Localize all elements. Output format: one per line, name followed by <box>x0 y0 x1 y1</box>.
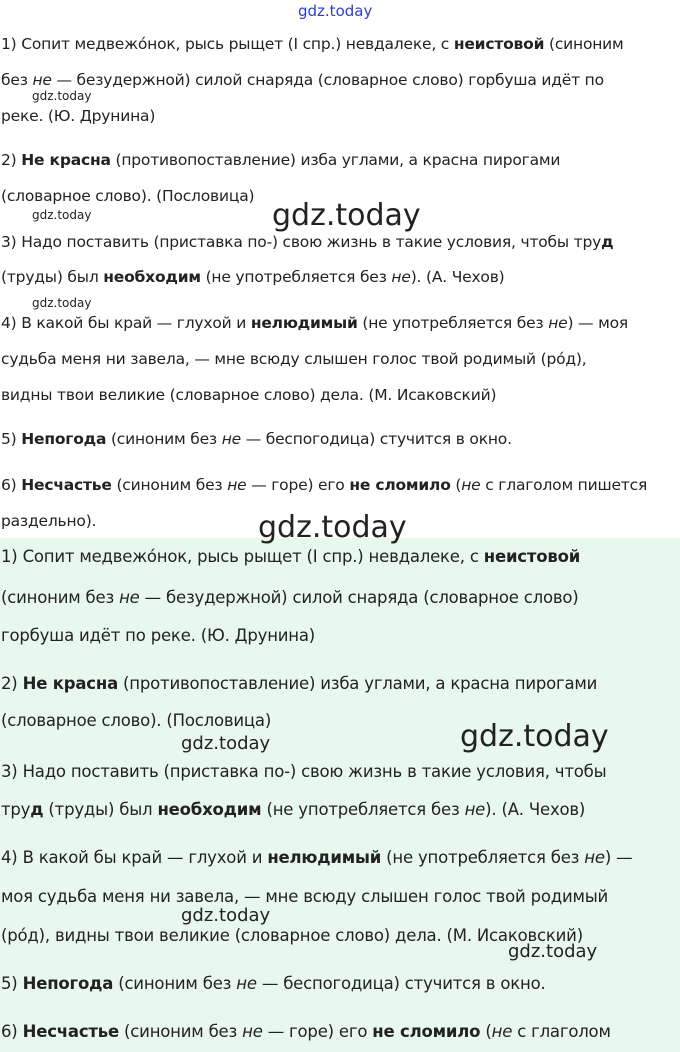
text-line: (ро́д), видны твои великие (словарное слово) дела. (М. Исаковский) <box>1 926 583 945</box>
text-line: 2) Не красна (противопоставление) изба углами, а красна пирогами <box>1 151 561 169</box>
watermark-small: gdz.today <box>32 208 92 222</box>
text-line: видны твои великие (словарное слово) дела. (М. Исаковский) <box>1 386 497 404</box>
text-line: (труды) был необходим (не употребляется без не). (А. Чехов) <box>1 268 505 286</box>
text-line: 5) Непогода (синоним без не — беспогодица) стучится в окно. <box>1 974 546 993</box>
text-line: горбуша идёт по реке. (Ю. Друнина) <box>1 626 316 645</box>
text-line: 2) Не красна (противопоставление) изба углами, а красна пирогами <box>1 674 598 693</box>
text-line: 6) Несчастье (синоним без не — горе) его не сломило (не с глаголом <box>1 1022 611 1041</box>
text-line: (синоним без не — безудержной) силой снаряда (словарное слово) <box>1 588 579 607</box>
text-line: раздельно). <box>1 512 97 530</box>
text-line: реке. (Ю. Друнина) <box>1 107 156 125</box>
text-line: 5) Непогода (синоним без не — беспогодица) стучится в окно. <box>1 430 512 448</box>
text-line: (словарное слово). (Пословица) <box>1 187 255 205</box>
text-line: 1) Сопит медвежо́нок, рысь рыщет (I спр.) невдалеке, с неистовой (синоним <box>1 35 624 53</box>
watermark-medium: gdz.today <box>508 941 598 962</box>
watermark-top: gdz.today <box>298 2 373 20</box>
watermark-medium: gdz.today <box>181 905 271 926</box>
text-line: труд (труды) был необходим (не употребляется без не). (А. Чехов) <box>1 800 586 819</box>
watermark-medium: gdz.today <box>181 733 271 754</box>
watermark-large: gdz.today <box>460 719 609 754</box>
watermark-small: gdz.today <box>32 296 92 310</box>
watermark-large: gdz.today <box>258 510 407 545</box>
watermark-large: gdz.today <box>272 198 421 233</box>
text-line: 3) Надо поставить (приставка по-) свою жизнь в такие условия, чтобы <box>1 762 607 781</box>
text-line: 4) В какой бы край — глухой и нелюдимый (не употребляется без не) — <box>1 848 633 867</box>
text-line: судьба меня ни завела, — мне всюду слышен голос твой родимый (ро́д), <box>1 350 587 368</box>
text-line: 1) Сопит медвежо́нок, рысь рыщет (I спр.) невдалеке, с неистовой <box>1 547 581 566</box>
text-line: 6) Несчастье (синоним без не — горе) его не сломило (не с глаголом пишется <box>1 476 648 494</box>
text-line: моя судьба меня ни завела, — мне всюду слышен голос твой родимый <box>1 887 609 906</box>
text-line: без не — безудержной) силой снаряда (словарное слово) горбуша идёт по <box>1 71 604 89</box>
text-line: 4) В какой бы край — глухой и нелюдимый (не употребляется без не) — моя <box>1 314 628 332</box>
text-line: 3) Надо поставить (приставка по-) свою жизнь в такие условия, чтобы труд <box>1 233 614 251</box>
watermark-small: gdz.today <box>32 89 92 103</box>
answer-block-highlighted <box>0 538 680 1052</box>
text-line: (словарное слово). (Пословица) <box>1 711 272 730</box>
